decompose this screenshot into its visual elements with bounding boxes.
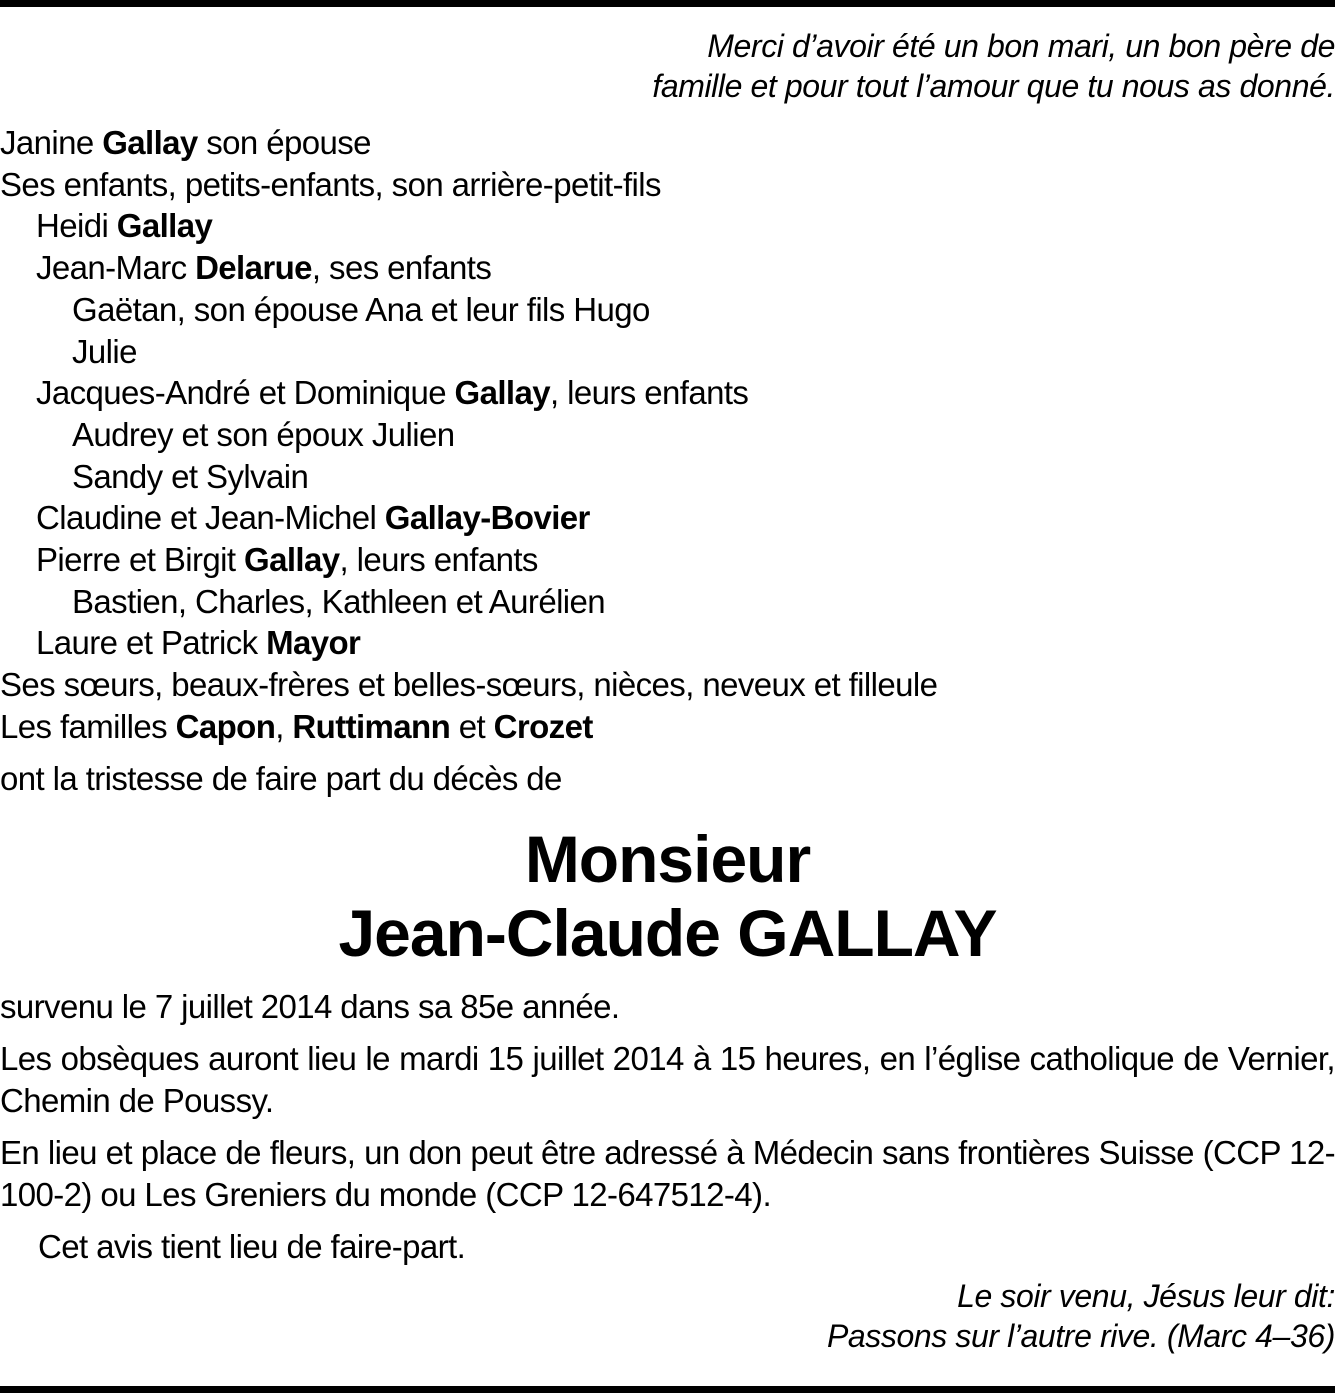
- family-text: et: [450, 707, 494, 745]
- deceased-title: [0, 822, 1335, 970]
- opening-quote: [0, 26, 1335, 106]
- family-text: Gaëtan, son épouse Ana et leur fils Hugo: [72, 290, 650, 328]
- opening-quote-line: Merci d’avoir été un bon mari, un bon père de: [707, 28, 1335, 64]
- family-line: [0, 622, 1335, 664]
- family-surname: Gallay: [116, 207, 213, 245]
- family-text: Ses sœurs, beaux-frères et belles-sœurs, nièces, neveux et filleule: [0, 666, 938, 704]
- family-surname: Gallay: [454, 374, 551, 412]
- closing-verse-line: Passons sur l’autre rive. (Marc 4–36): [826, 1317, 1335, 1354]
- family-surname: Delarue: [195, 249, 312, 287]
- family-surname: Ruttimann: [292, 707, 451, 745]
- family-line: [0, 497, 1335, 539]
- family-surname: Mayor: [266, 624, 361, 662]
- family-line: [0, 372, 1335, 414]
- family-surname: Crozet: [493, 707, 593, 745]
- deceased-name: Jean-Claude GALLAY: [338, 895, 997, 970]
- family-surname: Gallay: [244, 541, 340, 579]
- family-line: [0, 289, 1335, 331]
- donation-info: En lieu et place de fleurs, un don peut être adressé à Médecin sans frontières Suisse (CCP 12-100-2) ou Les Greniers du monde (CCP 12-647512-4).: [0, 1133, 1335, 1213]
- family-text: , leurs enfants: [550, 374, 749, 412]
- family-text: Audrey et son époux Julien: [72, 415, 455, 453]
- closing-verse-line: Le soir venu, Jésus leur dit:: [957, 1277, 1335, 1314]
- opening-quote-line: famille et pour tout l’amour que tu nous as donné.: [652, 68, 1335, 104]
- family-text: , ses enfants: [311, 249, 492, 287]
- family-line: [0, 164, 1335, 206]
- family-text: Ses enfants, petits-enfants, son arrière-petit-fils: [0, 165, 661, 203]
- bottom-rule: [0, 1386, 1335, 1393]
- family-text: Bastien, Charles, Kathleen et Aurélien: [72, 582, 606, 620]
- family-surname: Gallay: [102, 124, 198, 161]
- family-text: Jacques-André et Dominique: [36, 374, 455, 412]
- obituary-notice: [0, 26, 1335, 1356]
- family-text: Sandy et Sylvain: [72, 457, 309, 495]
- family-text: Heidi: [36, 207, 117, 245]
- family-line: [0, 331, 1335, 373]
- top-rule: [0, 0, 1335, 7]
- family-line: [0, 122, 1335, 164]
- family-text: , leurs enfants: [339, 541, 538, 579]
- family-line: [0, 706, 1335, 748]
- family-text: ,: [275, 707, 293, 745]
- family-text: Les familles: [0, 707, 176, 745]
- family-line: [0, 581, 1335, 623]
- family-line: [0, 456, 1335, 498]
- honorific: Monsieur: [524, 821, 811, 896]
- family-line: [0, 205, 1335, 247]
- family-text: Julie: [72, 332, 137, 370]
- family-text: Janine: [0, 124, 103, 161]
- family-text: Claudine et Jean-Michel: [36, 499, 385, 537]
- funeral-info: Les obsèques auront lieu le mardi 15 juillet 2014 à 15 heures, en l’église catholique de Vernier, Chemin de Poussy.: [0, 1039, 1335, 1119]
- family-list: [0, 122, 1335, 748]
- family-text: Laure et Patrick: [36, 624, 267, 662]
- family-line: [0, 414, 1335, 456]
- family-text: son épouse: [197, 124, 371, 161]
- death-info: survenu le 7 juillet 2014 dans sa 85e année.: [0, 987, 620, 1025]
- family-text: Pierre et Birgit: [36, 541, 245, 579]
- family-line: [0, 539, 1335, 581]
- announcement-text: ont la tristesse de faire part du décès de: [0, 759, 562, 797]
- family-text: Jean-Marc: [36, 249, 196, 287]
- family-line: [0, 664, 1335, 706]
- family-surname: Gallay-Bovier: [384, 499, 590, 537]
- family-surname: Capon: [175, 707, 276, 745]
- notice-text: Cet avis tient lieu de faire-part.: [38, 1227, 466, 1265]
- family-line: [0, 247, 1335, 289]
- closing-verse: [0, 1276, 1335, 1356]
